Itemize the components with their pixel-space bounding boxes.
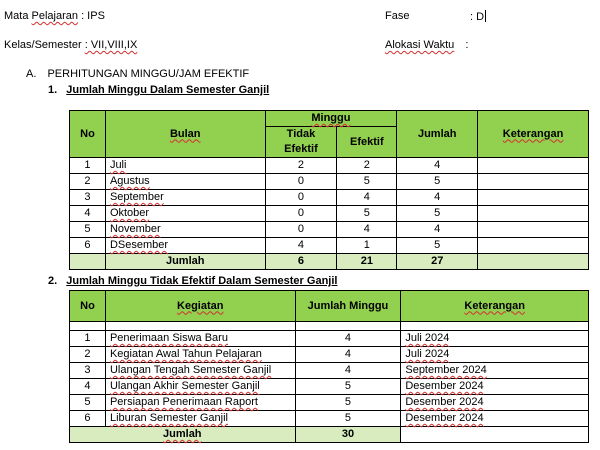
cell-jumlah-minggu: 5 — [295, 411, 401, 427]
cell-efektif: 5 — [337, 206, 397, 222]
cell-kegiatan — [105, 395, 295, 411]
cell-kegiatan-text: Liburan Semester Ganjil — [109, 412, 228, 424]
cell-keterangan-text: Juli 2024 — [405, 348, 450, 360]
cell-keterangan — [478, 238, 589, 254]
cell-keterangan — [478, 206, 589, 222]
table-row — [70, 347, 589, 363]
cell-no: 1 — [70, 158, 106, 174]
table-row — [70, 174, 589, 190]
cell-bulan-text: September — [109, 191, 164, 203]
table-row — [70, 238, 589, 254]
cell-bulan — [105, 238, 265, 254]
text-cursor — [485, 10, 486, 22]
cell-bulan-text: Juli — [109, 159, 127, 171]
total-jumlah-minggu: 30 — [295, 427, 401, 443]
fase-label: Fase — [385, 10, 410, 22]
cell-jumlah-minggu: 5 — [295, 379, 401, 395]
cell-kegiatan-text: Kegiatan Awal Tahun Pelajaran — [109, 348, 262, 360]
sub1-heading — [48, 84, 269, 96]
mapel-label: Mata Pelajaran — [4, 10, 78, 22]
cell-keterangan — [478, 174, 589, 190]
cell-keterangan — [401, 379, 589, 395]
mapel-line — [4, 10, 105, 22]
cell-keterangan — [401, 347, 589, 363]
col-bulan: Bulan — [105, 111, 265, 158]
fase-value: : D — [470, 11, 485, 23]
cell-keterangan — [401, 331, 589, 347]
col-no: No — [70, 111, 106, 158]
cell-kegiatan-text: Penerimaan Siswa Baru — [109, 332, 228, 344]
table-row — [70, 395, 589, 411]
col-efektif: Efektif — [337, 127, 397, 158]
blank-cell — [105, 322, 295, 331]
cell-no: 1 — [70, 331, 106, 347]
cell-keterangan — [478, 222, 589, 238]
cell-tidak-efektif: 2 — [265, 158, 337, 174]
total-keterangan — [478, 254, 589, 270]
sub2-title: Jumlah Minggu Tidak Efektif Dalam Semester Ganjil — [66, 275, 338, 287]
cell-keterangan — [401, 411, 589, 427]
total-label-text: Jumlah — [163, 428, 202, 440]
cell-efektif: 1 — [337, 238, 397, 254]
table-minggu-semester — [69, 110, 589, 270]
cell-bulan-text: DSesember — [109, 239, 169, 251]
cell-bulan-text: Oktober — [109, 207, 150, 219]
table-row — [70, 331, 589, 347]
sub2-heading — [48, 275, 337, 287]
table-total-row — [70, 254, 589, 270]
cell-keterangan — [401, 363, 589, 379]
blank-cell — [70, 322, 106, 331]
cell-jumlah-minggu: 4 — [295, 347, 401, 363]
col-jumlah: Jumlah — [397, 111, 478, 158]
cell-no: 2 — [70, 174, 106, 190]
col2-no: No — [70, 291, 106, 322]
cell-kegiatan-text: Persiapan Penerimaan Raport — [109, 396, 258, 408]
cell-keterangan — [478, 158, 589, 174]
cell-tidak-efektif: 0 — [265, 190, 337, 206]
cell-jumlah: 5 — [397, 238, 478, 254]
blank-cell — [401, 322, 589, 331]
table-row — [70, 379, 589, 395]
cell-kegiatan-text: Ulangan Tengah Semester Ganjil — [109, 364, 272, 376]
kelas-value: : VII,VIII,IX — [84, 39, 138, 51]
col-minggu: Minggu — [265, 111, 397, 127]
cell-bulan — [105, 206, 265, 222]
cell-jumlah: 5 — [397, 174, 478, 190]
cell-no: 4 — [70, 379, 106, 395]
cell-bulan-text: Agustus — [109, 175, 150, 187]
table-total-row — [70, 427, 589, 443]
table-row — [70, 363, 589, 379]
cell-bulan-text: November — [109, 223, 161, 235]
table-row-blank — [70, 322, 589, 331]
total-label: Jumlah — [105, 254, 265, 270]
cell-keterangan — [478, 190, 589, 206]
total-tidak-efektif: 6 — [265, 254, 337, 270]
cell-kegiatan — [105, 411, 295, 427]
cell-keterangan-text: Juli 2024 — [405, 332, 450, 344]
col2-jumlah-minggu: Jumlah Minggu — [295, 291, 401, 322]
cell-keterangan-text: Desember 2024 — [405, 412, 484, 424]
table-minggu-tidak-efektif — [69, 290, 589, 443]
section-a-title: PERHITUNGAN MINGGU/JAM EFEKTIF — [47, 68, 250, 80]
cell-bulan — [105, 174, 265, 190]
cell-efektif: 4 — [337, 222, 397, 238]
cell-jumlah-minggu: 5 — [295, 395, 401, 411]
cell-no: 6 — [70, 411, 106, 427]
section-a-letter: A. — [26, 68, 37, 80]
table-row — [70, 206, 589, 222]
cell-keterangan-text: Desember 2024 — [405, 396, 484, 408]
blank-cell — [295, 322, 401, 331]
table-row — [70, 158, 589, 174]
total-label — [70, 427, 296, 443]
cell-jumlah-minggu: 4 — [295, 363, 401, 379]
total-keterangan — [401, 427, 589, 443]
total-efektif: 21 — [337, 254, 397, 270]
sub2-number: 2. — [48, 275, 58, 287]
cell-jumlah: 4 — [397, 158, 478, 174]
cell-tidak-efektif: 0 — [265, 174, 337, 190]
col-keterangan: Keterangan — [478, 111, 589, 158]
col2-keterangan: Keterangan — [401, 291, 589, 322]
total-blank — [70, 254, 106, 270]
cell-tidak-efektif: 0 — [265, 206, 337, 222]
cell-kegiatan — [105, 331, 295, 347]
table-row — [70, 411, 589, 427]
kelas-line — [4, 39, 137, 51]
section-a-heading — [26, 68, 249, 80]
cell-no: 5 — [70, 222, 106, 238]
cell-keterangan-text: September 2024 — [405, 364, 487, 376]
cell-efektif: 5 — [337, 174, 397, 190]
sub1-number: 1. — [48, 84, 58, 96]
total-jumlah: 27 — [397, 254, 478, 270]
table-row — [70, 190, 589, 206]
cell-no: 6 — [70, 238, 106, 254]
alokasi-line — [385, 39, 468, 51]
cell-no: 4 — [70, 206, 106, 222]
cell-efektif: 4 — [337, 190, 397, 206]
cell-kegiatan — [105, 347, 295, 363]
cell-jumlah-minggu: 4 — [295, 331, 401, 347]
cell-bulan — [105, 190, 265, 206]
cell-no: 2 — [70, 347, 106, 363]
cell-jumlah: 5 — [397, 206, 478, 222]
cell-kegiatan — [105, 363, 295, 379]
cell-tidak-efektif: 4 — [265, 238, 337, 254]
alokasi-value: : — [465, 39, 469, 51]
cell-bulan — [105, 158, 265, 174]
cell-kegiatan-text: Ulangan Akhir Semester Ganjil — [109, 380, 260, 392]
mapel-label-word: Pelajaran — [31, 10, 78, 22]
cell-kegiatan — [105, 379, 295, 395]
cell-jumlah: 4 — [397, 190, 478, 206]
alokasi-label: Alokasi Waktu — [385, 39, 455, 51]
cell-no: 5 — [70, 395, 106, 411]
table-row — [70, 222, 589, 238]
cell-no: 3 — [70, 190, 106, 206]
cell-keterangan — [401, 395, 589, 411]
col2-kegiatan: Kegiatan — [105, 291, 295, 322]
mapel-value: : IPS — [81, 10, 105, 22]
cell-no: 3 — [70, 363, 106, 379]
col-tidak-efektif: Tidak Efektif — [265, 127, 337, 158]
cell-bulan — [105, 222, 265, 238]
cell-jumlah: 4 — [397, 222, 478, 238]
sub1-title: Jumlah Minggu Dalam Semester Ganjil — [66, 84, 270, 96]
cell-tidak-efektif: 0 — [265, 222, 337, 238]
cell-keterangan-text: Desember 2024 — [405, 380, 484, 392]
cell-efektif: 2 — [337, 158, 397, 174]
kelas-label: Kelas/Semester — [4, 39, 82, 51]
fase-value-wrap[interactable] — [470, 10, 486, 23]
